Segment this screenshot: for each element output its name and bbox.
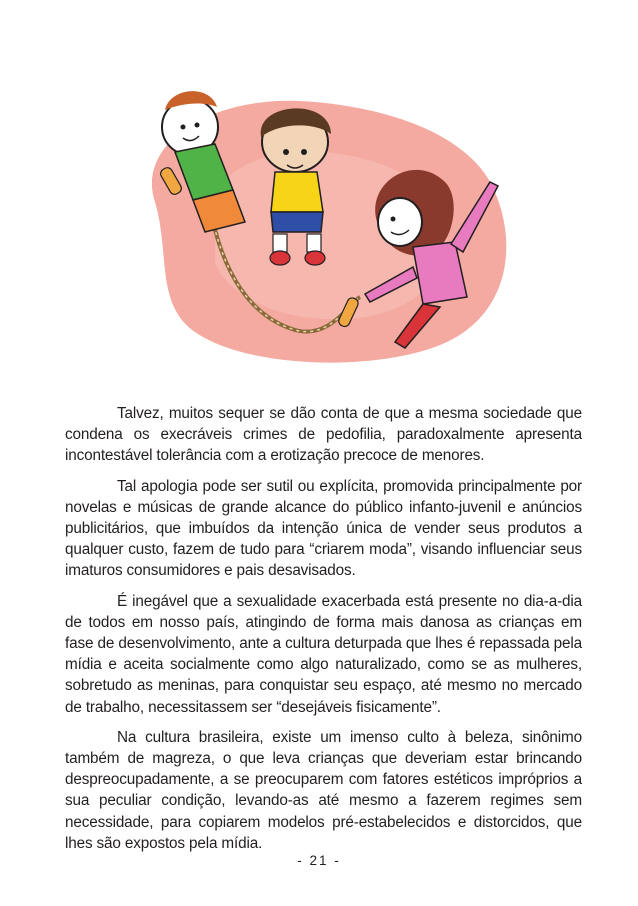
body-text bbox=[65, 403, 582, 863]
page-number: - 21 - bbox=[297, 853, 341, 868]
paragraph-2: Tal apologia pode ser sutil ou explícita, promovida principalmente por novelas e músicas de grande alcance do público infanto-juvenil e anúncios publicitários, que imbuídos da intenção única de vender seus produtos a qualquer custo, fazem de tudo para “criarem moda”, visando influenciar seus imaturos consumidores e pais desavisados. bbox=[65, 477, 582, 580]
paragraph-1: Talvez, muitos sequer se dão conta de que a mesma sociedade que condena os execráveis crimes de pedofilia, paradoxalmente apresenta incontestável tolerância com a erotização precoce de menores. bbox=[65, 405, 582, 465]
paragraph-4: Na cultura brasileira, existe um imenso culto à beleza, sinônimo também de magreza, o que leva crianças que deveriam estar brincando despreocupadamente, a se preocuparem com fatores estéticos impróprios a sua peculiar condição, levando-as até mesmo a fazerem regimes sem necessidade, para copiarem modelos pré-estabelecidos e distorcidos, que lhes são expostos pela mídia. bbox=[65, 728, 582, 852]
children-jumping-rope-illustration bbox=[95, 72, 555, 382]
illustration-svg bbox=[95, 72, 555, 382]
paragraph-3: É inegável que a sexualidade exacerbada está presente no dia-a-dia de todos em nosso país, atingindo de forma mais danosa as crianças em fase de desenvolvimento, ante a cultura deturpada que lhes é repassada pela mídia e aceita socialmente como algo naturalizado, como se as mulheres, sobretudo as meninas, para conquistar seu espaço, até mesmo no mercado de trabalho, necessitassem ser “desejáveis fisicamente”. bbox=[65, 592, 582, 716]
